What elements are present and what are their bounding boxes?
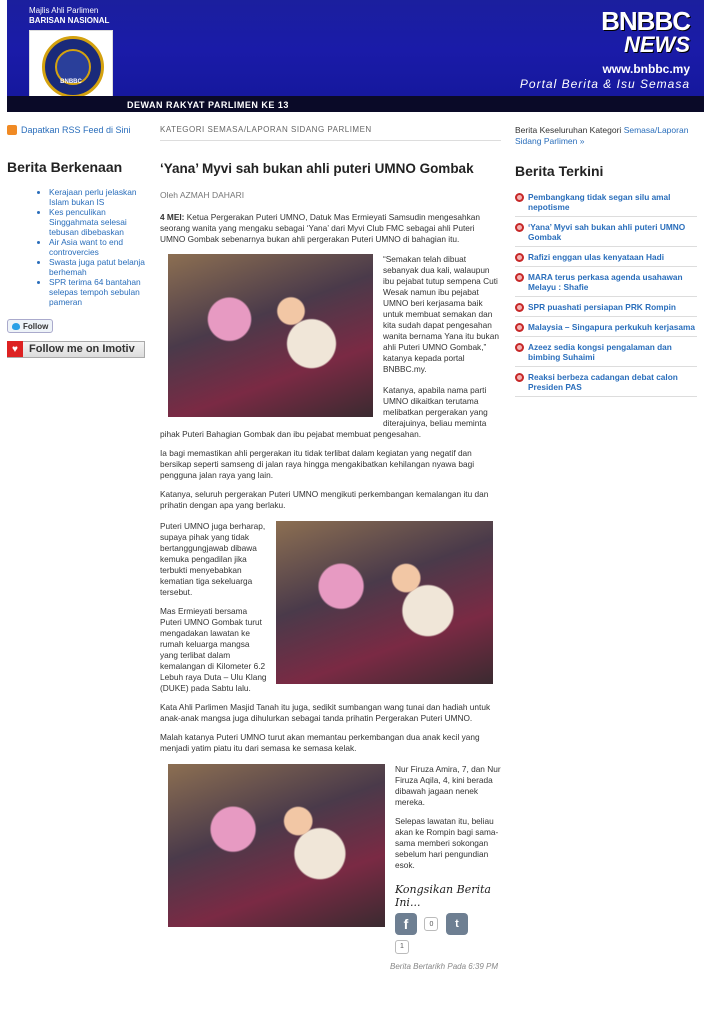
article-dateline: 4 MEI:	[160, 212, 185, 222]
imotiv-label: Follow me on Imotiv	[29, 343, 135, 355]
category-prefix: Berita Keseluruhan Kategori	[515, 125, 624, 135]
twitter-follow-button[interactable]	[7, 319, 53, 333]
latest-news-link[interactable]: Pembangkang tidak segan silu amal nepotisme	[528, 192, 671, 212]
news-bullet-icon	[515, 343, 524, 352]
category-line	[515, 125, 697, 147]
article-paragraph: “Semakan telah dibuat sebanyak dua kali, walaupun ibu pejabat tutup sempena Cuti Wesak namun ibu pejabat UMNO beri kerjasama baik untuk membuat semakan dan kita sudah dapat pengesahan wanita bernama Yana itu bukan ahli Puteri UMNO Gombak,” katanya kepada portal BNBBC.my.	[383, 254, 499, 374]
imotiv-heart-icon: ♥	[7, 341, 23, 357]
seal-sub-text: BNBBC	[60, 79, 82, 85]
latest-news-item[interactable]	[515, 267, 697, 297]
latest-news-link[interactable]: MARA terus perkasa agenda usahawan Melayu : Shafie	[528, 272, 683, 292]
article-photo-3	[168, 764, 385, 927]
article	[160, 125, 501, 971]
article-paragraph: Nur Firuza Amira, 7, dan Nur Firuza Aqila, 4, kini berada dibawah jagaan nenek mereka.	[395, 764, 501, 807]
latest-news-link[interactable]: Malaysia – Singapura perkukuh kerjasama	[528, 322, 695, 332]
article-title: ‘Yana’ Myvi sah bukan ahli puteri UMNO Gombak	[160, 161, 474, 176]
facebook-share-count: 0	[424, 917, 438, 931]
facebook-share-button[interactable]: f	[395, 913, 417, 935]
brand-logo-top[interactable]: BNBBC	[601, 6, 690, 36]
latest-news-item[interactable]	[515, 337, 697, 367]
related-item[interactable]: • Kes penculikan Singgahmata selesai tebusan dibebaskan	[49, 207, 149, 237]
related-item[interactable]: • Swasta juga patut belanja berhemah	[49, 257, 149, 277]
header-majlis-text: Majlis Ahli Parlimen	[29, 6, 99, 15]
latest-news-item[interactable]	[515, 367, 697, 397]
news-bullet-icon	[515, 273, 524, 282]
latest-news-link[interactable]: Azeez sedia kongsi pengalaman dan bimbing Suhaimi	[528, 342, 672, 362]
posted-time: Berita Bertarikh Pada 6:39 PM	[390, 962, 499, 971]
news-bullet-icon	[515, 253, 524, 262]
latest-news-list	[515, 187, 697, 397]
rss-feed-link[interactable]	[7, 125, 149, 135]
article-photo-1	[168, 254, 373, 417]
header-strip-text: DEWAN RAKYAT PARLIMEN KE 13	[127, 100, 289, 110]
article-paragraph: 4 MEI: Ketua Pergerakan Puteri UMNO, Datuk Mas Ermieyati Samsudin mengesahkan seorang wanita yang mengaku sebagai ‘Yana’ dari Myvi Club FMC sebagai ahli Puteri UMNO Gombak sebenarnya bukan ahli pergerakan Puteri UMNO di bahagian itu.	[160, 212, 481, 244]
site-tagline: Portal Berita & Isu Semasa	[519, 77, 690, 91]
news-bullet-icon	[515, 223, 524, 232]
left-sidebar	[7, 125, 149, 358]
site-header	[7, 0, 704, 112]
share-box	[392, 883, 501, 956]
brand-logo-bottom[interactable]: NEWS	[624, 32, 690, 57]
article-author: Oleh AZMAH DAHARI	[160, 190, 245, 200]
article-paragraph: Katanya, apabila nama parti UMNO dikaitkan terutama melibatkan pergerakan yang diterajuinya, beliau meminta pihak Puteri Bahagian Gombak dan ibu pejabat membuat pengesahan.	[160, 385, 488, 439]
latest-news-link[interactable]: SPR puashati persiapan PRK Rompin	[528, 302, 676, 312]
header-strip	[7, 96, 704, 112]
article-paragraph: Malah katanya Puteri UMNO turut akan memantau perkembangan dua anak kecil yang menjadi yatim piatu itu dari semasa ke semasa kelak.	[160, 732, 480, 753]
related-list	[7, 187, 149, 307]
parlimen-logo[interactable]	[29, 30, 113, 104]
rss-label: Dapatkan RSS Feed di Sini	[21, 125, 131, 135]
article-paragraph: Selepas lawatan itu, beliau akan ke Rompin bagi sama-sama memberi sokongan sebelum hari pengundian esok.	[395, 816, 499, 870]
related-item[interactable]: • Kerajaan perlu jelaskan Islam bukan IS	[49, 187, 149, 207]
article-paragraph: Katanya, seluruh pergerakan Puteri UMNO mengikuti perkembangan kemalangan itu dan prihatin dengan apa yang berlaku.	[160, 489, 489, 510]
twitter-share-button[interactable]: t	[446, 913, 468, 935]
latest-news-item[interactable]	[515, 247, 697, 267]
parlimen-seal-icon	[42, 36, 104, 98]
news-bullet-icon	[515, 303, 524, 312]
twitter-share-count: 1	[395, 940, 409, 954]
share-label: Kongsikan Berita Ini...	[395, 883, 491, 909]
news-bullet-icon	[515, 323, 524, 332]
rss-icon	[7, 125, 17, 135]
latest-news-link[interactable]: Rafizi enggan ulas kenyataan Hadi	[528, 252, 665, 262]
article-paragraph: Kata Ahli Parlimen Masjid Tanah itu juga, sedikit sumbangan wang tunai dan hadiah untuk anak-anak mangsa juga dihulurkan sebagai tanda prihatin Pergerakan Puteri UMNO.	[160, 702, 491, 723]
article-category: KATEGORI SEMASA/LAPORAN SIDANG PARLIMEN	[160, 125, 501, 141]
imotiv-follow-button[interactable]	[7, 341, 145, 358]
latest-heading: Berita Terkini	[515, 163, 604, 179]
related-item[interactable]: • Air Asia want to end controvercies	[49, 237, 149, 257]
latest-news-item[interactable]	[515, 297, 697, 317]
news-bullet-icon	[515, 373, 524, 382]
article-paragraph: Mas Ermieyati bersama Puteri UMNO Gombak turut mengadakan lawatan ke rumah keluarga mangsa yang terlibat dalam kemalangan di Kilometer 6.2 Lebuh raya Duta – Ulu Klang (DUKE) pada Sabtu lalu.	[160, 606, 267, 693]
twitter-follow-label: Follow	[23, 321, 49, 331]
news-bullet-icon	[515, 193, 524, 202]
header-barisan-text: BARISAN NASIONAL	[29, 16, 110, 25]
related-heading: Berita Berkenaan	[7, 159, 123, 175]
latest-news-item[interactable]	[515, 187, 697, 217]
latest-news-item[interactable]	[515, 317, 697, 337]
article-photo-2	[276, 521, 493, 684]
latest-news-link[interactable]: ‘Yana’ Myvi sah bukan ahli puteri UMNO Gombak	[528, 222, 686, 242]
article-paragraph: Ia bagi memastikan ahli pergerakan itu tidak terlibat dalam kegiatan yang negatif dan bersikap seperti samseng di jalan raya hingga mengakibatkan kehilangan nyawa bagi pengguna jalan raya yang lain.	[160, 448, 475, 480]
category-link[interactable]: Semasa/Laporan Sidang Parlimen »	[515, 125, 689, 146]
latest-news-link[interactable]: Reaksi berbeza cadangan debat calon Presiden PAS	[528, 372, 678, 392]
article-paragraph: Puteri UMNO juga berharap, supaya pihak yang tidak bertanggungjawab dibawa kemuka pengadilan jika terbukti menyebabkan kematian tiga sekeluarga tersebut.	[160, 521, 266, 597]
latest-news-item[interactable]	[515, 217, 697, 247]
right-sidebar	[515, 125, 697, 397]
twitter-bird-icon	[12, 323, 20, 330]
related-item[interactable]: • SPR terima 64 bantahan selepas tempoh sebulan pameran	[49, 277, 149, 307]
site-url: www.bnbbc.my	[602, 62, 690, 76]
